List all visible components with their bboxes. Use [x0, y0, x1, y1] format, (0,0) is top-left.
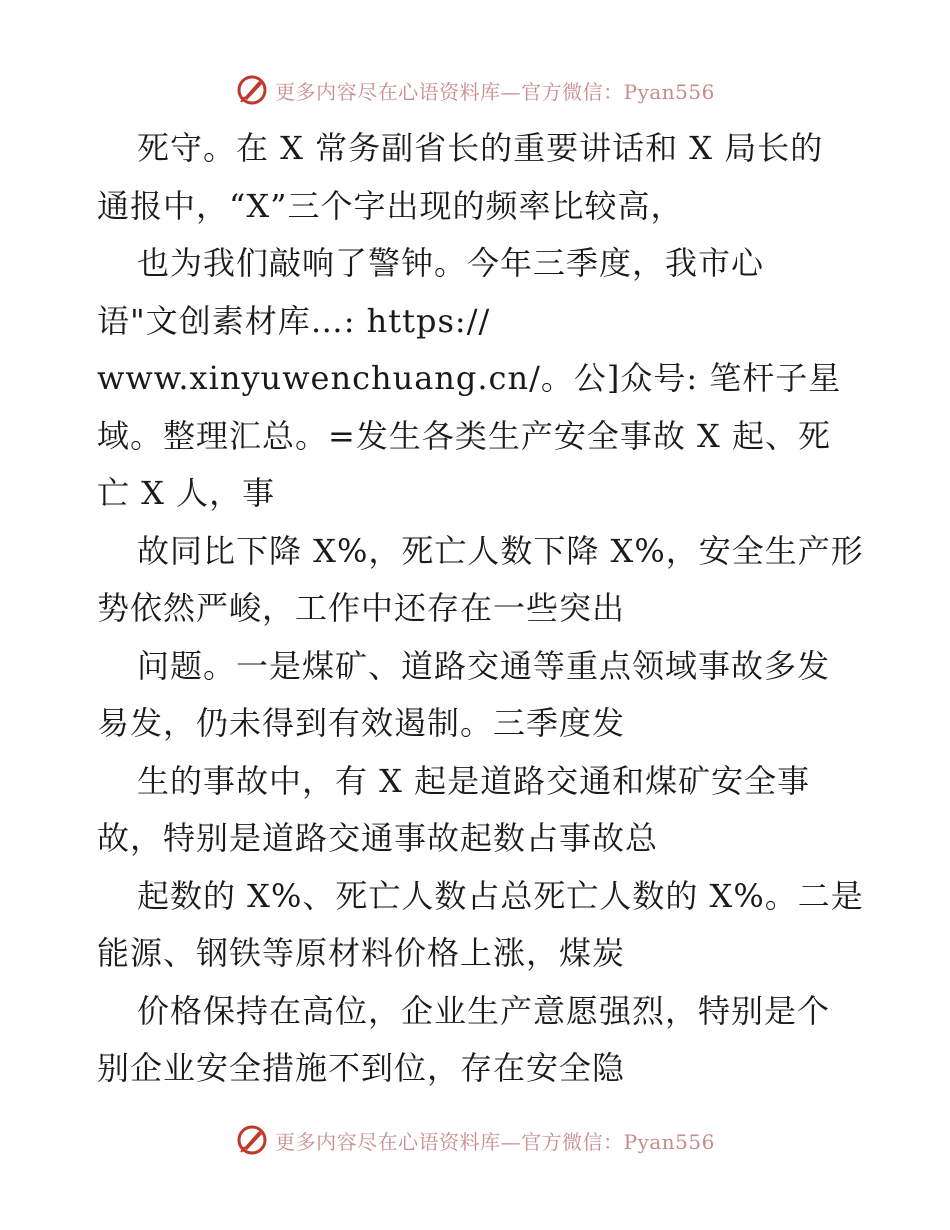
header-banner [0, 70, 950, 110]
text-line: 故，特别是道路交通事故起数占事故总 [97, 819, 659, 857]
text-line: 能源、钢铁等原材料价格上涨，煤炭 [97, 934, 626, 972]
text-line: 生的事故中，有 X 起是道路交通和煤矿安全事 [137, 761, 811, 800]
text-line: 死守。在 X 常务副省长的重要讲话和 X 局长的 [137, 129, 824, 167]
document-body [97, 120, 864, 1098]
footer-banner-text: 更多内容尽在心语资料库—官方微信：Pyan556 [275, 1129, 715, 1154]
text-line: 通报中，“X”三个字出现的频率比较高， [97, 186, 684, 225]
text-line: 势依然严峻，工作中还存在一些突出 [97, 589, 626, 627]
text-line: 语"文创素材库…: https:// [97, 301, 491, 340]
text-line: www.xinyuwenchuang.cn/。公]众号: 笔杆子星 [97, 359, 842, 397]
text-line: 域。整理汇总。=发生各类生产安全事故 X 起、死 [97, 416, 831, 455]
footer-banner [0, 1120, 950, 1160]
text-line: 别企业安全措施不到位，存在安全隐 [97, 1049, 626, 1087]
text-line: 故同比下降 X%，死亡人数下降 X%，安全生产形 [137, 531, 864, 570]
feather-logo-icon [235, 1123, 269, 1157]
text-line: 也为我们敲响了警钟。今年三季度，我市心 [137, 244, 765, 282]
feather-logo-icon [235, 73, 269, 107]
text-line: 亡 X 人，事 [97, 474, 276, 512]
header-banner-text: 更多内容尽在心语资料库—官方微信：Pyan556 [275, 79, 715, 104]
text-line: 问题。一是煤矿、道路交通等重点领域事故多发 [137, 646, 831, 685]
text-line: 起数的 X%、死亡人数占总死亡人数的 X%。二是 [137, 876, 864, 915]
text-line: 易发，仍未得到有效遏制。三季度发 [97, 704, 626, 742]
text-line: 价格保持在高位，企业生产意愿强烈，特别是个 [137, 991, 831, 1030]
